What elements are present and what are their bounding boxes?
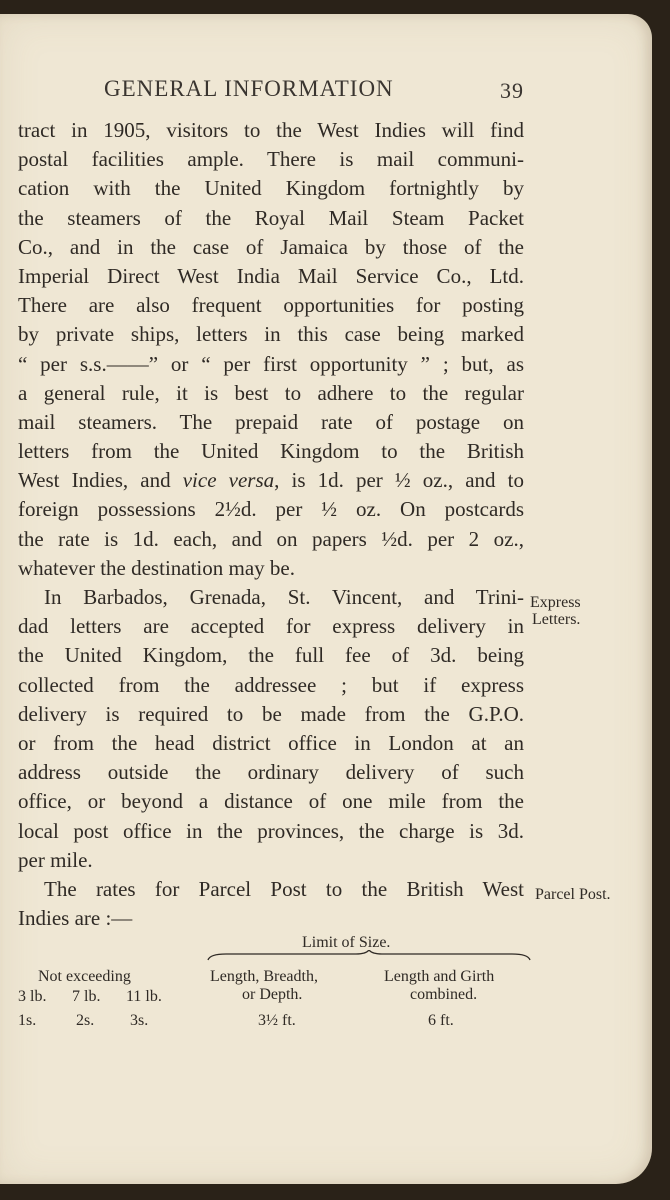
text-line: mail steamers. The prepaid rate of postage on bbox=[18, 409, 524, 434]
text-line: Imperial Direct West India Mail Service Co., Ltd. bbox=[18, 263, 524, 288]
text-line: local post office in the provinces, the charge is 3d. bbox=[18, 818, 524, 843]
text-line: The rates for Parcel Post to the British West bbox=[44, 876, 524, 901]
text-line: the United Kingdom, the full fee of 3d. being bbox=[18, 643, 524, 668]
text-line: collected from the addressee ; but if express bbox=[18, 672, 524, 697]
text-line: foreign possessions 2½d. per ½ oz. On postcards bbox=[18, 497, 524, 522]
brace-icon bbox=[206, 950, 532, 962]
text-line: the steamers of the Royal Mail Steam Packet bbox=[18, 205, 524, 230]
margin-note-parcel: Parcel Post. bbox=[535, 886, 611, 903]
table-col-header: combined. bbox=[410, 986, 478, 1003]
text-line: West Indies, and vice versa, is 1d. per ½ oz., and to bbox=[18, 468, 524, 493]
table-cell-rate: 1s. bbox=[18, 1012, 37, 1029]
table-col-header: Length and Girth bbox=[384, 968, 495, 985]
table-cell-rate: 3s. bbox=[130, 1012, 149, 1029]
text-line: per mile. bbox=[18, 847, 93, 872]
body-text bbox=[18, 116, 524, 933]
text-line: the rate is 1d. each, and on papers ½d. per 2 oz., bbox=[18, 526, 524, 551]
table-cell-weight: 7 lb. bbox=[72, 988, 101, 1005]
table-col-header: Not exceeding bbox=[38, 968, 131, 985]
text-line: cation with the United Kingdom fortnightly by bbox=[18, 176, 524, 201]
text-line: by private ships, letters in this case being marked bbox=[18, 322, 524, 347]
text-line: delivery is required to be made from the G.P.O. bbox=[18, 701, 524, 726]
margin-note-express bbox=[530, 594, 581, 628]
text-line: letters from the United Kingdom to the British bbox=[18, 439, 524, 464]
margin-note-line: Letters. bbox=[532, 611, 581, 628]
table-col-header: Length, Breadth, bbox=[210, 968, 318, 985]
text-line: In Barbados, Grenada, St. Vincent, and Trini- bbox=[44, 585, 524, 609]
text-line: tract in 1905, visitors to the West Indies will find bbox=[18, 118, 524, 142]
text-line: Co., and in the case of Jamaica by those of the bbox=[18, 234, 524, 259]
table-cell-girth: 6 ft. bbox=[428, 1012, 454, 1029]
table-col-header: or Depth. bbox=[242, 986, 303, 1003]
text-line: Indies are :— bbox=[18, 906, 133, 931]
table-cell-weight: 11 lb. bbox=[126, 988, 162, 1005]
text-line: “ per s.s.——” or “ per first opportunity ” ; but, as bbox=[18, 351, 524, 376]
table-group-header: Limit of Size. bbox=[302, 934, 391, 951]
text-line: office, or beyond a distance of one mile from the bbox=[18, 789, 524, 814]
table-cell-rate: 2s. bbox=[76, 1012, 95, 1029]
scan-border-right bbox=[652, 0, 670, 1200]
text-line: There are also frequent opportunities for posting bbox=[18, 293, 524, 318]
text-line: address outside the ordinary delivery of such bbox=[18, 760, 524, 785]
text-line: postal facilities ample. There is mail communi- bbox=[18, 147, 524, 172]
text-line: or from the head district office in London at an bbox=[18, 730, 524, 755]
page-number: 39 bbox=[500, 78, 524, 103]
margin-note-line: Express bbox=[530, 594, 581, 611]
scan-border-top bbox=[0, 0, 670, 14]
table-cell-weight: 3 lb. bbox=[18, 988, 47, 1005]
text-line: a general rule, it is best to adhere to the regular bbox=[18, 380, 524, 405]
text-line: dad letters are accepted for express delivery in bbox=[18, 614, 524, 639]
text-line: whatever the destination may be. bbox=[18, 555, 295, 580]
table-cell-length: 3½ ft. bbox=[258, 1012, 296, 1029]
page-title: GENERAL INFORMATION bbox=[104, 76, 394, 101]
running-header bbox=[104, 76, 524, 106]
